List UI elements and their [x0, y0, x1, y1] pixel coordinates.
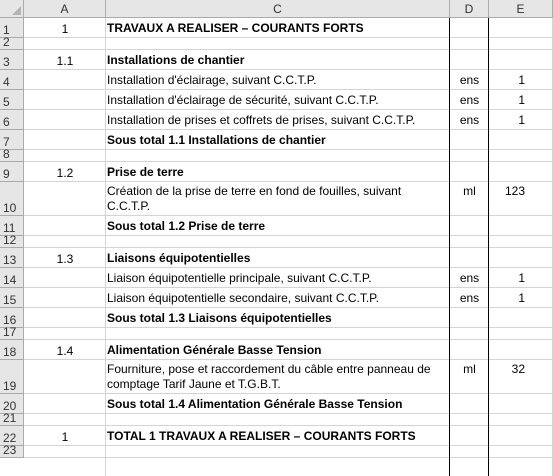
row-header[interactable] — [0, 162, 24, 182]
row-header[interactable] — [0, 325, 24, 340]
row-header[interactable] — [0, 411, 24, 426]
gridline — [24, 327, 553, 328]
row-header[interactable] — [0, 50, 24, 70]
gridline — [24, 413, 553, 414]
row-number: 3 — [3, 55, 10, 69]
gridline — [24, 89, 553, 90]
gridline — [24, 393, 553, 394]
row-header[interactable] — [0, 248, 24, 268]
cell-c[interactable]: Liaisons équipotentielles — [107, 251, 251, 265]
row-number: 20 — [3, 399, 17, 413]
gridline — [24, 109, 553, 110]
gridline — [24, 181, 553, 182]
row-number: 15 — [3, 293, 17, 307]
gridline — [24, 215, 553, 216]
row-header[interactable] — [0, 233, 24, 248]
gridline — [24, 267, 553, 268]
cell-c[interactable]: Liaison équipotentielle secondaire, suivant C.C.T.P. — [107, 291, 379, 305]
row-number: 9 — [3, 167, 10, 181]
cell-c[interactable]: Installation de prises et coffrets de prises, suivant C.C.T.P. — [107, 113, 416, 127]
gridline — [24, 247, 553, 248]
cell-a[interactable]: 1.1 — [56, 54, 74, 68]
cell-c[interactable]: Fourniture, pose et raccordement du câble entre panneau de comptage Tarif Jaune et T.G.B.T. — [107, 362, 431, 391]
cell-c[interactable]: TOTAL 1 TRAVAUX A REALISER – COURANTS FORTS — [107, 429, 416, 443]
cell-grid[interactable] — [24, 18, 553, 476]
cell-e[interactable]: 1 — [518, 271, 525, 285]
row-number: 7 — [3, 135, 10, 149]
column-border — [488, 18, 489, 476]
row-number: 23 — [3, 443, 17, 457]
cell-e[interactable]: 32 — [511, 362, 525, 376]
column-border — [449, 18, 450, 476]
row-number: 8 — [3, 147, 10, 161]
row-number: 1 — [3, 23, 10, 37]
gridline — [24, 149, 553, 150]
row-number: 11 — [3, 221, 16, 235]
cell-c[interactable]: Sous total 1.4 Alimentation Générale Basse Tension — [107, 397, 403, 411]
cell-d[interactable]: ml — [463, 362, 476, 376]
select-all-triangle-icon — [12, 6, 21, 15]
cell-c[interactable]: Liaison équipotentielle principale, suivant C.C.T.P. — [107, 271, 372, 285]
gridline — [24, 37, 553, 38]
gridline — [24, 307, 553, 308]
row-header[interactable] — [0, 35, 24, 50]
row-number: 6 — [3, 115, 10, 129]
gridline — [24, 425, 553, 426]
cell-a[interactable]: 1 — [61, 430, 69, 444]
cell-c[interactable]: TRAVAUX A REALISER – COURANTS FORTS — [107, 21, 364, 35]
row-header[interactable] — [0, 70, 24, 90]
gridline — [24, 161, 553, 162]
row-number: 2 — [3, 35, 10, 49]
cell-d[interactable]: ens — [459, 73, 480, 87]
row-header[interactable] — [0, 147, 24, 162]
cell-a[interactable]: 1.2 — [56, 166, 74, 180]
cell-c[interactable]: Installations de chantier — [107, 53, 245, 67]
cell-c[interactable]: Installation d'éclairage, suivant C.C.T.P. — [107, 73, 317, 87]
cell-c[interactable]: Sous total 1.3 Liaisons équipotentielles — [107, 311, 332, 325]
row-header[interactable] — [0, 268, 24, 288]
cell-e[interactable]: 1 — [518, 73, 525, 87]
cell-c[interactable]: Installation d'éclairage de sécurité, suivant C.C.T.P. — [107, 93, 379, 107]
row-number: 12 — [3, 233, 17, 247]
row-number: 14 — [3, 273, 17, 287]
row-number: 21 — [3, 411, 17, 425]
column-header-d[interactable]: D — [450, 0, 489, 18]
cell-d[interactable]: ml — [463, 184, 476, 198]
row-number: 5 — [3, 95, 10, 109]
cell-e[interactable]: 1 — [518, 291, 525, 305]
column-header-c[interactable]: C — [106, 0, 450, 18]
gridline — [24, 49, 553, 50]
row-number: 17 — [3, 325, 17, 339]
cell-a[interactable]: 1.3 — [56, 252, 74, 266]
select-all-corner[interactable] — [0, 0, 24, 18]
row-number: 13 — [3, 253, 17, 267]
gridline — [24, 445, 553, 446]
cell-c[interactable]: Alimentation Générale Basse Tension — [107, 343, 322, 357]
cell-d[interactable]: ens — [459, 113, 480, 127]
cell-c[interactable]: Prise de terre — [107, 165, 184, 179]
cell-c[interactable]: Création de la prise de terre en fond de fouilles, suivant C.C.T.P. — [107, 184, 402, 213]
column-header-e[interactable]: E — [489, 0, 553, 18]
cell-a[interactable]: 1.4 — [56, 344, 74, 358]
row-number: 4 — [3, 75, 10, 89]
cell-d[interactable]: ens — [459, 271, 480, 285]
row-number: 10 — [3, 201, 17, 215]
row-number: 18 — [3, 345, 17, 359]
gridline — [24, 235, 553, 236]
row-header[interactable] — [0, 360, 24, 394]
gridline — [24, 457, 553, 458]
row-header[interactable] — [0, 110, 24, 130]
row-header[interactable] — [0, 182, 24, 216]
cell-c[interactable]: Sous total 1.2 Prise de terre — [107, 219, 266, 233]
gridline — [24, 69, 553, 70]
row-number: 16 — [3, 313, 17, 327]
cell-e[interactable]: 123 — [504, 184, 525, 198]
gridline — [24, 339, 553, 340]
row-header[interactable] — [0, 288, 24, 308]
gridline — [24, 129, 553, 130]
cell-d[interactable]: ens — [459, 291, 480, 305]
column-header-a[interactable]: A — [24, 0, 106, 18]
row-header[interactable] — [0, 443, 24, 458]
gridline — [105, 18, 106, 476]
cell-a[interactable]: 1 — [61, 22, 69, 36]
row-header[interactable] — [0, 90, 24, 110]
row-number: 22 — [3, 431, 17, 445]
cell-d[interactable]: ens — [459, 93, 480, 107]
cell-e[interactable]: 1 — [518, 113, 525, 127]
row-header[interactable] — [0, 340, 24, 360]
cell-e[interactable]: 1 — [518, 93, 525, 107]
cell-c[interactable]: Sous total 1.1 Installations de chantier — [107, 133, 326, 147]
gridline — [24, 287, 553, 288]
row-number: 19 — [3, 379, 17, 393]
gridline — [24, 359, 553, 360]
